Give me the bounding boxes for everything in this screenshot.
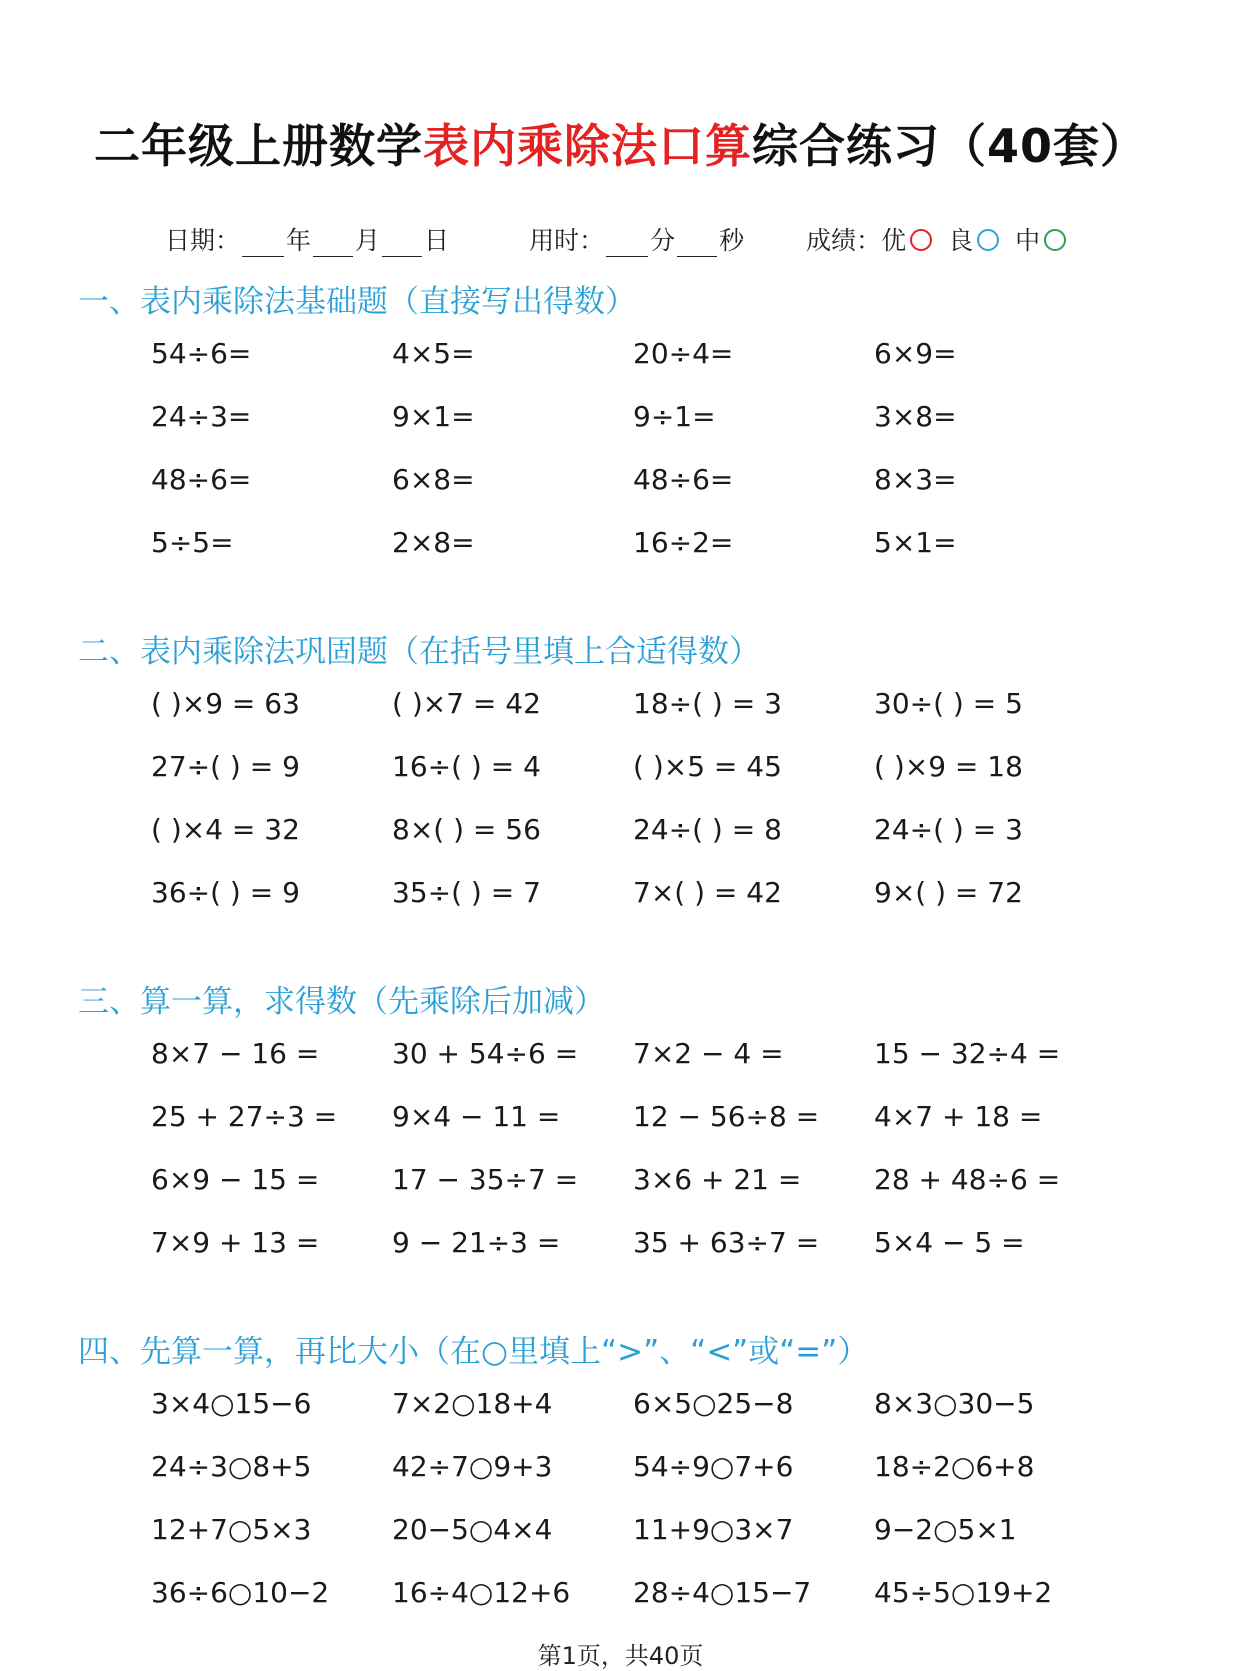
problem: 7×2 − 4 = <box>633 1037 784 1070</box>
problem: 25 + 27÷3 = <box>151 1100 338 1133</box>
section-4-row-3 <box>0 1513 1241 1553</box>
problem: 9−2○5×1 <box>874 1513 1017 1546</box>
problem: 30 + 54÷6 = <box>392 1037 579 1070</box>
problem: 27÷( ) = 9 <box>151 750 300 783</box>
problem: 48÷6= <box>633 463 734 496</box>
minute-blank[interactable] <box>606 230 648 257</box>
second-label: 秒 <box>719 226 745 255</box>
problem: 9 − 21÷3 = <box>392 1226 561 1259</box>
problem: 6×9 − 15 = <box>151 1163 320 1196</box>
problem: ( )×5 = 45 <box>633 750 782 783</box>
day-label: 日 <box>424 226 450 255</box>
problem: 35 + 63÷7 = <box>633 1226 820 1259</box>
section-4-row-4 <box>0 1576 1241 1616</box>
section-3-row-4 <box>0 1226 1241 1266</box>
year-blank[interactable] <box>242 230 284 257</box>
page-title <box>0 110 1241 176</box>
section-1-row-3 <box>0 463 1241 503</box>
problem: 48÷6= <box>151 463 252 496</box>
section-3-row-1 <box>0 1037 1241 1077</box>
problem: 9÷1= <box>633 400 716 433</box>
second-blank[interactable] <box>677 230 717 257</box>
problem: 36÷6○10−2 <box>151 1576 330 1609</box>
problem: 16÷( ) = 4 <box>392 750 541 783</box>
problem: 5÷5= <box>151 526 234 559</box>
problem: 6×9= <box>874 337 957 370</box>
problem: 28 + 48÷6 = <box>874 1163 1061 1196</box>
problem: 3×6 + 21 = <box>633 1163 802 1196</box>
problem: 6×8= <box>392 463 475 496</box>
problem: 45÷5○19+2 <box>874 1576 1053 1609</box>
problem: ( )×4 = 32 <box>151 813 300 846</box>
time-label: 用时： <box>529 226 605 255</box>
grade-medium-circle-icon[interactable] <box>1044 229 1066 251</box>
problem: 3×4○15−6 <box>151 1387 312 1420</box>
section-4-row-1 <box>0 1387 1241 1427</box>
title-part1: 二年级上册数学 <box>93 119 423 173</box>
section-3-row-2 <box>0 1100 1241 1140</box>
problem: 20÷4= <box>633 337 734 370</box>
problem: ( )×9 = 63 <box>151 687 300 720</box>
problem: 30÷( ) = 5 <box>874 687 1023 720</box>
problem: 35÷( ) = 7 <box>392 876 541 909</box>
grade-excellent-circle-icon[interactable] <box>910 229 932 251</box>
section-2-title: 二、表内乘除法巩固题（在括号里填上合适得数） <box>78 634 760 670</box>
problem: 7×( ) = 42 <box>633 876 782 909</box>
year-label: 年 <box>286 226 312 255</box>
problem: ( )×7 = 42 <box>392 687 541 720</box>
section-1-row-4 <box>0 526 1241 566</box>
section-2-row-2 <box>0 750 1241 790</box>
problem: 7×2○18+4 <box>392 1387 553 1420</box>
problem: 8×7 − 16 = <box>151 1037 320 1070</box>
problem: 16÷4○12+6 <box>392 1576 571 1609</box>
problem: 8×3○30−5 <box>874 1387 1035 1420</box>
section-3-title: 三、算一算，求得数（先乘除后加减） <box>78 984 605 1020</box>
problem: 5×1= <box>874 526 957 559</box>
info-line <box>165 221 1082 257</box>
problem: 9×4 − 11 = <box>392 1100 561 1133</box>
month-blank[interactable] <box>313 230 353 257</box>
problem: 54÷9○7+6 <box>633 1450 794 1483</box>
problem: 16÷2= <box>633 526 734 559</box>
problem: 12+7○5×3 <box>151 1513 312 1546</box>
section-1-row-2 <box>0 400 1241 440</box>
problem: 17 − 35÷7 = <box>392 1163 579 1196</box>
score-label: 成绩： <box>806 226 882 255</box>
problem: 18÷( ) = 3 <box>633 687 782 720</box>
section-3-row-3 <box>0 1163 1241 1203</box>
problem: 9×1= <box>392 400 475 433</box>
grade-medium-label: 中 <box>1015 226 1041 255</box>
section-4-row-2 <box>0 1450 1241 1490</box>
problem: 24÷3= <box>151 400 252 433</box>
problem: 24÷3○8+5 <box>151 1450 312 1483</box>
problem: 20−5○4×4 <box>392 1513 553 1546</box>
month-label: 月 <box>355 226 381 255</box>
minute-label: 分 <box>650 226 676 255</box>
grade-good-circle-icon[interactable] <box>977 229 999 251</box>
problem: 15 − 32÷4 = <box>874 1037 1061 1070</box>
problem: 9×( ) = 72 <box>874 876 1023 909</box>
section-2-row-4 <box>0 876 1241 916</box>
problem: 12 − 56÷8 = <box>633 1100 820 1133</box>
problem: 3×8= <box>874 400 957 433</box>
problem: 11+9○3×7 <box>633 1513 794 1546</box>
problem: 24÷( ) = 8 <box>633 813 782 846</box>
problem: 28÷4○15−7 <box>633 1576 812 1609</box>
problem: 8×( ) = 56 <box>392 813 541 846</box>
section-1-row-1 <box>0 337 1241 377</box>
page-footer: 第1页，共40页 <box>537 1642 704 1670</box>
problem: 5×4 − 5 = <box>874 1226 1025 1259</box>
problem: 24÷( ) = 3 <box>874 813 1023 846</box>
grade-good-label: 良 <box>948 226 974 255</box>
problem: 54÷6= <box>151 337 252 370</box>
problem: 4×7 + 18 = <box>874 1100 1043 1133</box>
section-2-row-3 <box>0 813 1241 853</box>
section-4-title: 四、先算一算，再比大小（在○里填上“>”、“<”或“=”） <box>78 1334 869 1370</box>
section-1-title: 一、表内乘除法基础题（直接写出得数） <box>78 284 636 320</box>
problem: 36÷( ) = 9 <box>151 876 300 909</box>
section-2-row-1 <box>0 687 1241 727</box>
problem: 4×5= <box>392 337 475 370</box>
problem: 6×5○25−8 <box>633 1387 794 1420</box>
problem: 2×8= <box>392 526 475 559</box>
problem: 7×9 + 13 = <box>151 1226 320 1259</box>
problem: 18÷2○6+8 <box>874 1450 1035 1483</box>
date-label: 日期： <box>165 226 241 255</box>
problem: 8×3= <box>874 463 957 496</box>
title-part2: 综合练习（40套） <box>751 119 1147 173</box>
day-blank[interactable] <box>382 230 422 257</box>
title-highlight: 表内乘除法口算 <box>422 119 752 173</box>
grade-excellent-label: 优 <box>881 226 907 255</box>
problem: 42÷7○9+3 <box>392 1450 553 1483</box>
problem: ( )×9 = 18 <box>874 750 1023 783</box>
